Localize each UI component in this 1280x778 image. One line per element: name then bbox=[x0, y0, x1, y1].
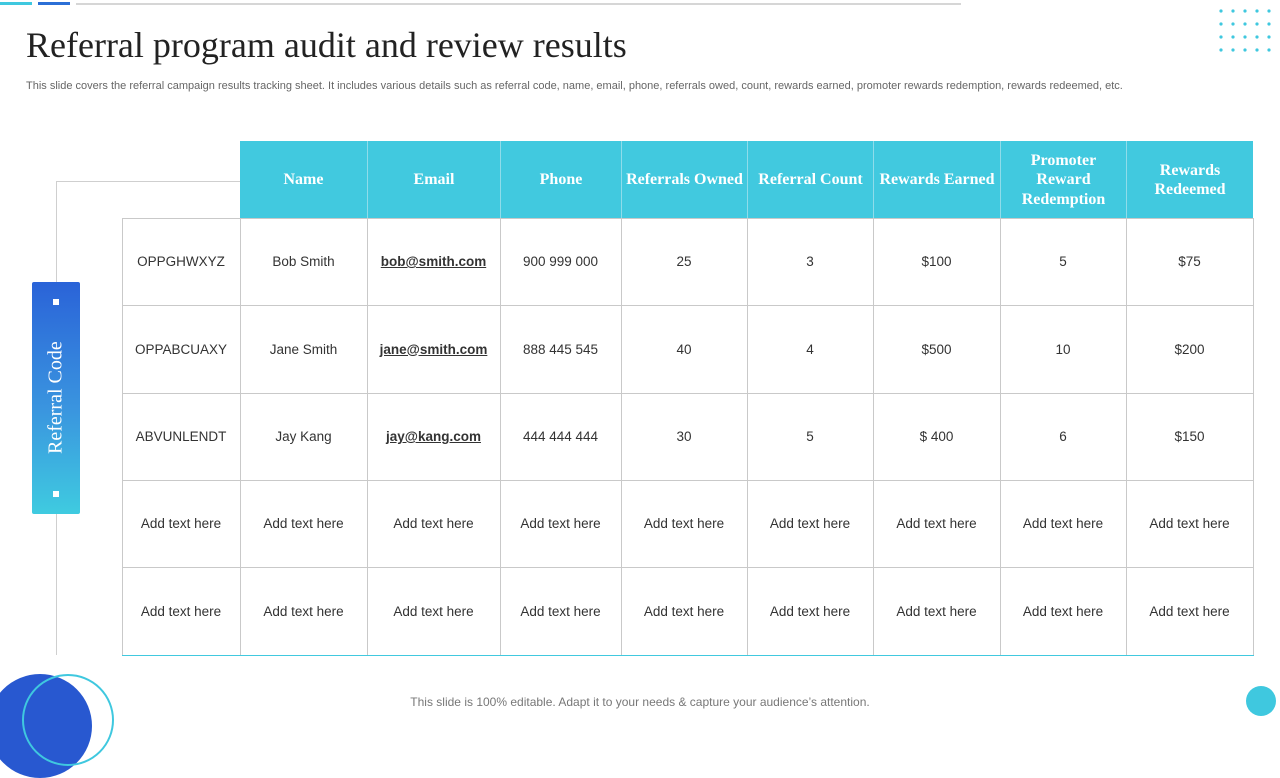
page-title: Referral program audit and review results bbox=[26, 25, 627, 65]
table-cell: Add text here bbox=[263, 603, 344, 619]
grid-line-vertical bbox=[1126, 218, 1127, 655]
table-cell: 10 bbox=[1055, 341, 1071, 357]
table-cell: Jay Kang bbox=[275, 429, 332, 444]
grid-line-horizontal bbox=[122, 567, 1254, 568]
grid-line-vertical bbox=[747, 218, 748, 655]
referral-code-cell: OPPABCUAXY bbox=[134, 341, 228, 357]
table-cell: Add text here bbox=[896, 516, 977, 531]
table-cell: Add text here bbox=[643, 603, 725, 619]
header-rewards-earned: Rewards Earned bbox=[873, 141, 1000, 219]
header-phone: Phone bbox=[500, 141, 621, 219]
table-cell: Add text here bbox=[1149, 603, 1230, 619]
grid-line-horizontal bbox=[122, 480, 1254, 481]
email-link[interactable]: jane@smith.com bbox=[379, 341, 488, 357]
grid-line-vertical bbox=[1000, 218, 1001, 655]
table-cell: Add text here bbox=[393, 603, 474, 619]
table-cell: $150 bbox=[1174, 429, 1205, 444]
results-table bbox=[122, 218, 1253, 655]
table-cell: $200 bbox=[1174, 341, 1205, 357]
grid-line-vertical bbox=[367, 218, 368, 655]
table-cell: Add text here bbox=[520, 516, 601, 531]
table-cell: Add text here bbox=[769, 603, 851, 619]
table-cell: $500 bbox=[921, 341, 952, 357]
table-cell: $75 bbox=[1178, 254, 1201, 269]
header-name: Name bbox=[283, 171, 324, 189]
grid-line-vertical bbox=[621, 218, 622, 655]
table-cell: Jane Smith bbox=[269, 341, 338, 357]
table-cell: $100 bbox=[921, 254, 952, 269]
table-cell: Add text here bbox=[896, 603, 977, 619]
header-referral-count: Referral Count bbox=[747, 141, 873, 219]
connector-line-horizontal bbox=[56, 181, 240, 182]
decor-circle-small bbox=[1246, 686, 1276, 716]
table-cell: 30 bbox=[676, 429, 692, 444]
table-cell: 4 bbox=[806, 341, 814, 357]
header-email: Email bbox=[367, 141, 500, 219]
top-divider-line bbox=[76, 3, 961, 5]
referral-code-cell: ABVUNLENDT bbox=[135, 429, 227, 444]
table-cell: 888 445 545 bbox=[522, 341, 599, 357]
table-cell: 40 bbox=[676, 341, 692, 357]
grid-line-vertical bbox=[240, 218, 241, 655]
grid-line-vertical bbox=[1253, 218, 1254, 655]
table-cell: Bob Smith bbox=[272, 254, 335, 269]
grid-line-horizontal bbox=[122, 218, 1254, 219]
decor-circle-ring bbox=[22, 674, 114, 766]
footer-note: This slide is 100% editable. Adapt it to your needs & capture your audience’s attention. bbox=[410, 695, 870, 709]
table-cell: Add text here bbox=[769, 516, 851, 531]
dot-grid-decoration bbox=[1218, 8, 1272, 54]
table-cell: 900 999 000 bbox=[522, 254, 599, 269]
table-cell: 3 bbox=[806, 254, 814, 269]
table-cell: 6 bbox=[1059, 429, 1067, 444]
table-cell: 5 bbox=[806, 429, 814, 444]
referral-code-side-label: Referral Code bbox=[44, 341, 67, 455]
table-cell: Add text here bbox=[520, 603, 601, 619]
email-link[interactable]: bob@smith.com bbox=[380, 254, 487, 269]
grid-line-vertical bbox=[873, 218, 874, 655]
table-cell: 25 bbox=[676, 254, 692, 269]
grid-line-vertical bbox=[122, 218, 123, 655]
top-accent-bar-blue bbox=[38, 2, 70, 5]
top-accent-bar-cyan bbox=[0, 2, 32, 5]
table-cell: 5 bbox=[1059, 254, 1067, 269]
page-subtitle: This slide covers the referral campaign results tracking sheet. It includes various details such as referral code, name, email, phone, referrals owed, count, rewards earned, promoter rewards redemption, rewards redeemed, etc. bbox=[26, 80, 1123, 92]
table-cell: 444 444 444 bbox=[522, 429, 599, 444]
header-promoter-reward-redemption: Promoter Reward Redemption bbox=[1000, 141, 1126, 219]
table-cell: Add text here bbox=[263, 516, 344, 531]
table-cell: Add text here bbox=[1149, 516, 1230, 531]
referral-code-cell: Add text here bbox=[140, 603, 222, 619]
email-link[interactable]: jay@kang.com bbox=[386, 429, 481, 444]
table-cell: Add text here bbox=[1022, 516, 1104, 531]
grid-line-horizontal bbox=[122, 655, 1254, 656]
table-cell: Add text here bbox=[1022, 603, 1104, 619]
grid-line-horizontal bbox=[122, 393, 1254, 394]
table-cell: Add text here bbox=[393, 516, 474, 531]
table-cell: $ 400 bbox=[919, 429, 954, 444]
grid-line-horizontal bbox=[122, 305, 1254, 306]
header-referrals-owned: Referrals Owned bbox=[621, 141, 747, 219]
header-rewards-redeemed: Rewards Redeemed bbox=[1126, 141, 1253, 219]
grid-line-vertical bbox=[500, 218, 501, 655]
table-cell: Add text here bbox=[643, 516, 725, 531]
referral-code-cell: OPPGHWXYZ bbox=[137, 254, 225, 269]
referral-code-cell: Add text here bbox=[140, 516, 222, 531]
